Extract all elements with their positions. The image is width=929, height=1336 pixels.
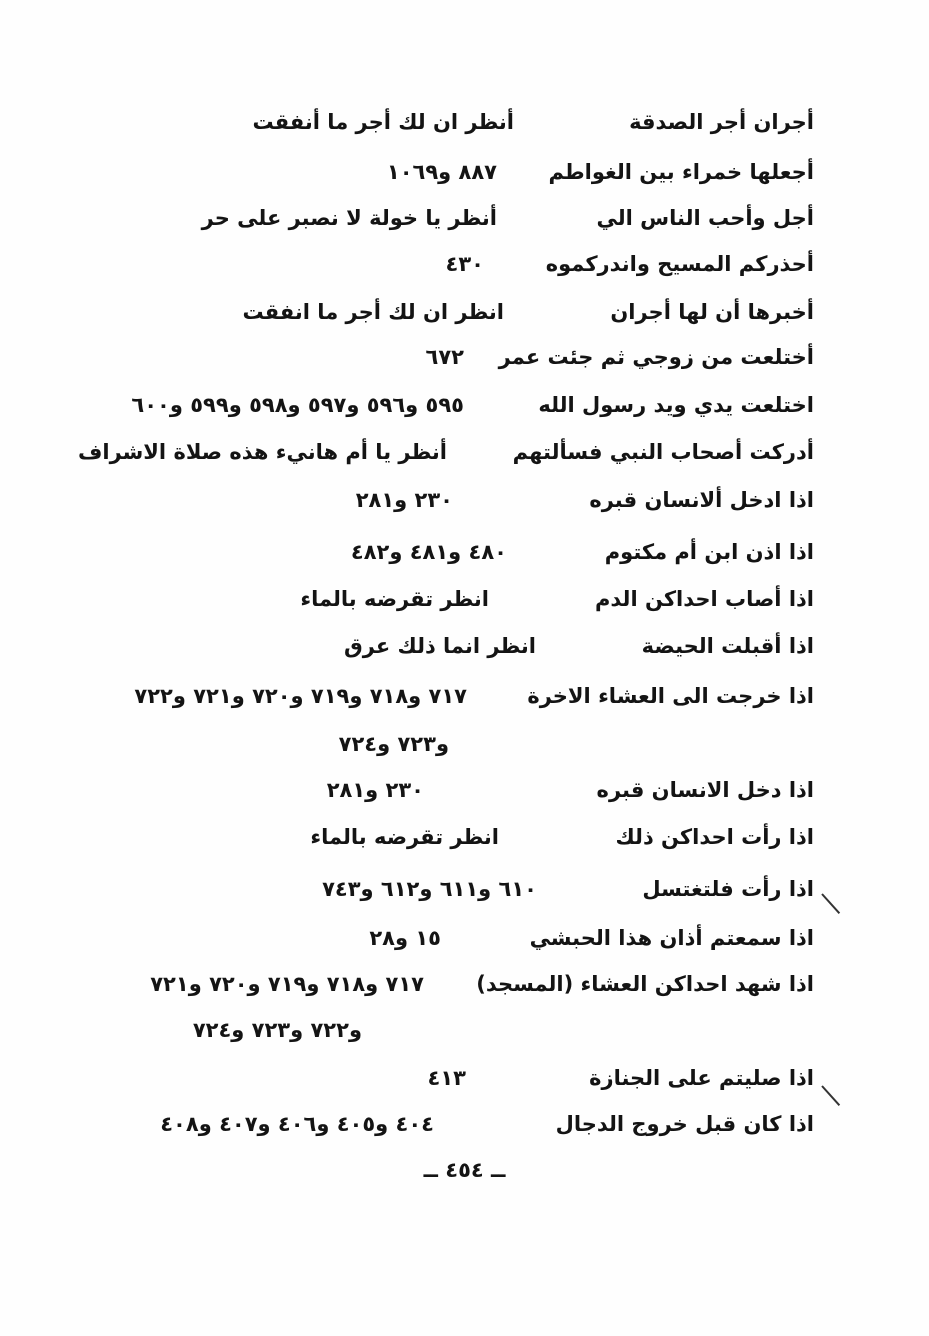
entry-reference: ٦٧٢: [425, 345, 464, 369]
entry-reference: ٧١٧ و٧١٨ و٧١٩ و٧٢٠ و٧٢١ و٧٢٢: [134, 684, 467, 708]
index-entry-continuation: [0, 1010, 929, 1050]
index-entry: [0, 102, 929, 142]
entry-reference: ٢٣٠ و٢٨١: [326, 778, 424, 802]
entry-term: اذا ادخل ألانسان قبره: [589, 488, 814, 512]
entry-term: اذا خرجت الى العشاء الاخرة: [527, 684, 814, 708]
entry-reference: ٧١٧ و٧١٨ و٧١٩ و٧٢٠ و٧٢١: [150, 972, 424, 996]
entry-reference: ٥٩٥ و٥٩٦ و٥٩٧ و٥٩٨ و٥٩٩ و٦٠٠: [131, 393, 464, 417]
entry-term: أدركت أصحاب النبي فسألتهم: [512, 440, 814, 464]
entry-term: اذا أصاب احداكن الدم: [595, 587, 814, 611]
index-entry-continuation: [0, 724, 929, 764]
entry-term: اذا أقبلت الحيضة: [641, 634, 814, 658]
entry-reference: ٤٨٠ و٤٨١ و٤٨٢: [350, 540, 507, 564]
entry-reference-continued: و٧٢٣ و٧٢٤: [338, 732, 449, 756]
page-number: ــ ٤٥٤ ــ: [423, 1158, 506, 1182]
entry-term: اختلعت يدي ويد رسول الله: [538, 393, 814, 417]
entry-reference: ٤٣٠: [445, 252, 484, 276]
entry-term: أجران أجر الصدقة: [629, 110, 814, 134]
entry-reference: انظر تقرضه بالماء: [310, 825, 499, 849]
index-entry: [0, 198, 929, 238]
index-entry: [0, 869, 929, 909]
entry-term: اذا رأت احداكن ذلك: [615, 825, 814, 849]
index-entry: [0, 385, 929, 425]
entry-term: أختلعت من زوجي ثم جئت عمر: [498, 345, 814, 369]
entry-reference: انظر تقرضه بالماء: [300, 587, 489, 611]
entry-term: أحذركم المسيح واندركموه: [545, 252, 814, 276]
entry-term: أجل وأحب الناس الي: [596, 206, 814, 230]
index-entry: [0, 152, 929, 192]
entry-reference: ٤٠٤ و٤٠٥ و٤٠٦ و٤٠٧ و٤٠٨: [160, 1112, 434, 1136]
index-entry: [0, 964, 929, 1004]
entry-term: اذا صليتم على الجنازة: [589, 1066, 814, 1090]
entry-term: اذا رأت فلتغتسل: [642, 877, 814, 901]
index-entry: [0, 817, 929, 857]
entry-reference: ٤١٣: [427, 1066, 466, 1090]
entry-term: أخبرها أن لها أجران: [610, 300, 814, 324]
index-entry: [0, 532, 929, 572]
entry-reference: أنظر ان لك أجر ما أنفقت: [252, 110, 514, 134]
entry-reference: ٨٨٧ و١٠٦٩: [386, 160, 497, 184]
entry-reference-continued: و٧٢٢ و٧٢٣ و٧٢٤: [192, 1018, 362, 1042]
index-entry: [0, 1058, 929, 1098]
entry-reference: ٢٣٠ و٢٨١: [355, 488, 453, 512]
entry-reference: انظر انما ذلك عرق: [344, 634, 536, 658]
index-entry: [0, 292, 929, 332]
index-entry: [0, 579, 929, 619]
entry-term: اذا اذن ابن أم مكتوم: [604, 540, 814, 564]
index-entry: [0, 337, 929, 377]
entry-reference: ١٥ و٢٨: [369, 926, 441, 950]
entry-reference: انظر ان لك أجر ما انفقت: [242, 300, 504, 324]
entry-term: أجعلها خمراء بين الغواطم: [548, 160, 814, 184]
index-entry: [0, 626, 929, 666]
entry-reference: أنظر يا أم هانيء هذه صلاة الاشراف: [77, 440, 447, 464]
entry-term: اذا دخل الانسان قبره: [596, 778, 814, 802]
entry-term: اذا سمعتم أذان هذا الحبشي: [529, 926, 814, 950]
entry-term: اذا شهد احداكن العشاء (المسجد): [476, 972, 814, 996]
index-entry: [0, 480, 929, 520]
index-entry: [0, 770, 929, 810]
entry-reference: ٦١٠ و٦١١ و٦١٢ و٧٤٣: [322, 877, 537, 901]
entry-reference: أنظر يا خولة لا نصبر على حر: [201, 206, 497, 230]
index-entry: [0, 432, 929, 472]
index-entry: [0, 244, 929, 284]
index-entry: [0, 1104, 929, 1144]
index-entry: [0, 676, 929, 716]
index-entry: [0, 918, 929, 958]
entry-term: اذا كان قبل خروج الدجال: [555, 1112, 814, 1136]
